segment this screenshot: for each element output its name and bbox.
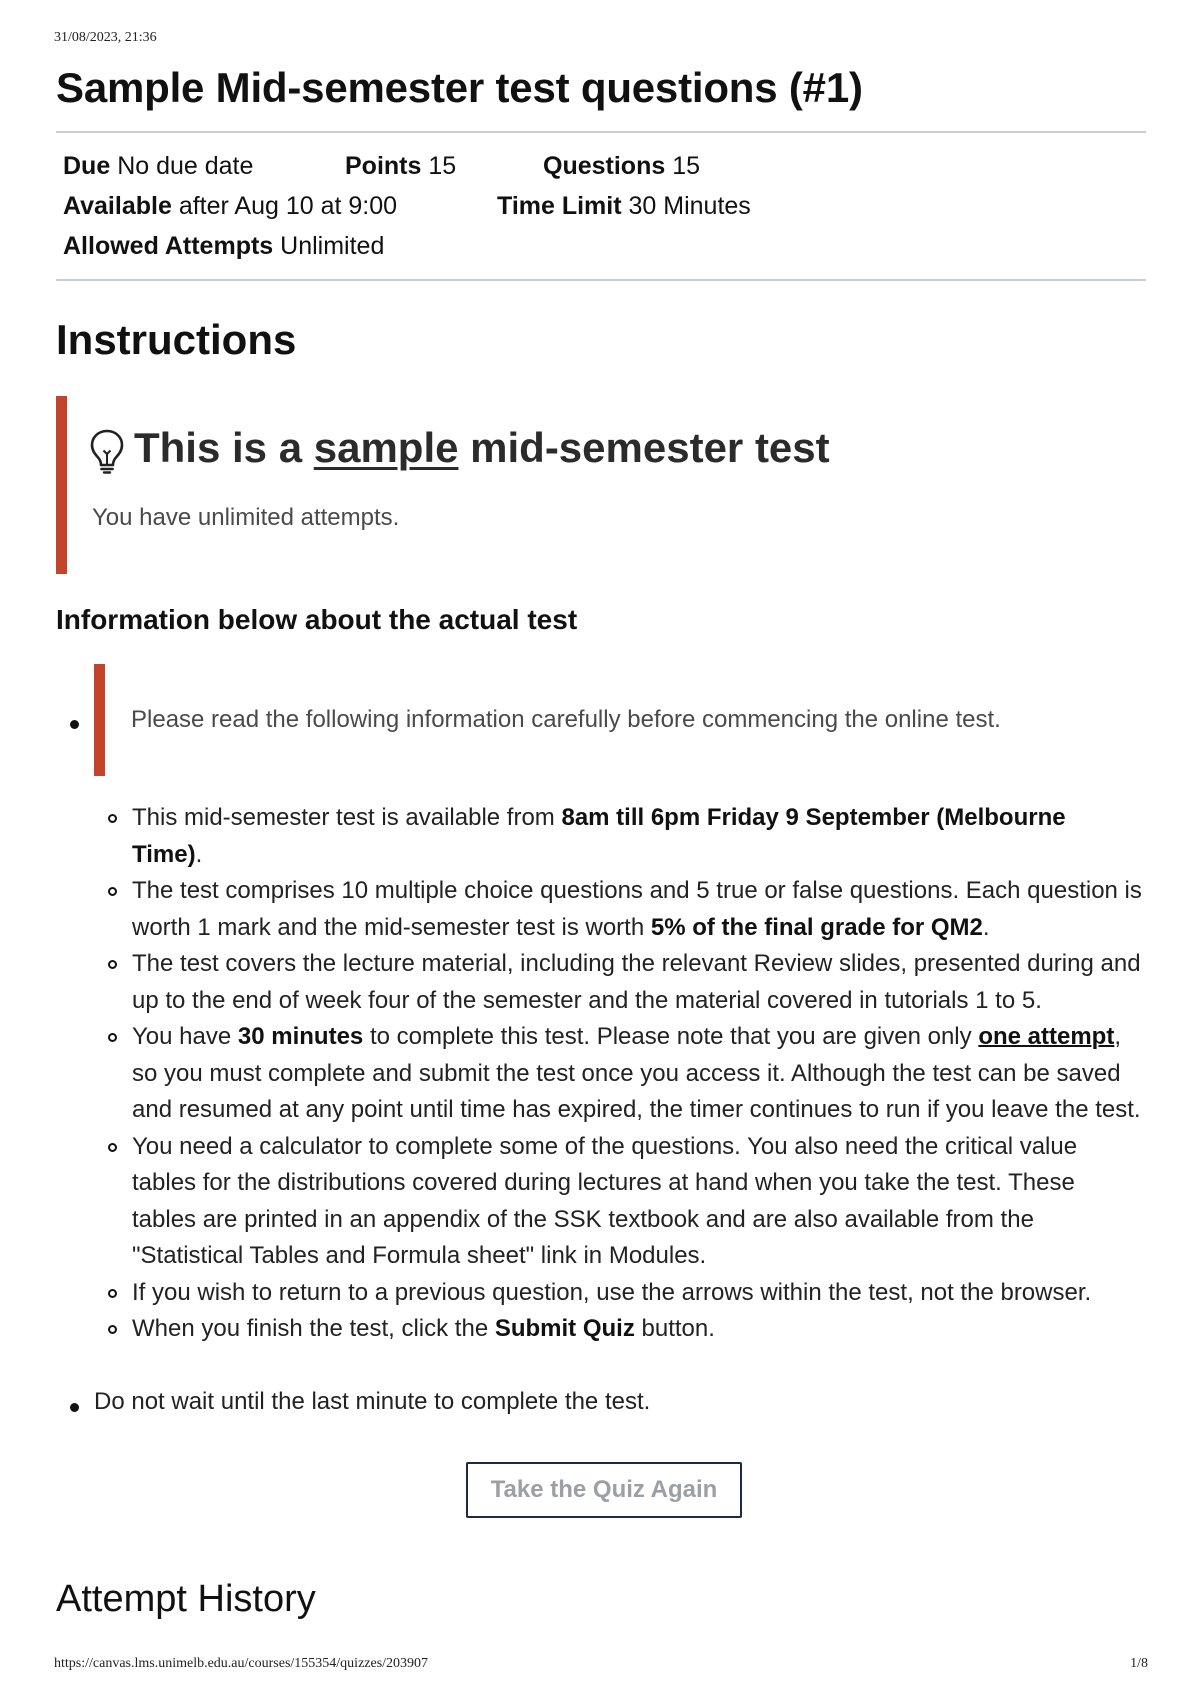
item-text: . <box>982 913 990 941</box>
points-detail <box>345 152 456 181</box>
callout-title <box>134 424 830 472</box>
item-text: The test comprises 10 multiple choice questions and 5 true or false questions. Each question is worth 1 mark and the mid-semester test is worth <box>132 877 1142 941</box>
print-footer-url: https://canvas.lms.unimelb.edu.au/courses/155354/quizzes/203907 <box>54 1656 429 1671</box>
item-text: , so you must complete and submit the test once you access it. Although the test can be saved and resumed at any point until time has expired, the timer continues to run if you leave the test. <box>132 1023 1141 1123</box>
attempts-value: Unlimited <box>280 232 385 260</box>
lightbulb-icon <box>88 428 126 474</box>
available-detail <box>63 192 397 221</box>
time-limit-value: 30 Minutes <box>628 192 751 220</box>
item-bold: 8am till 6pm Friday 9 September (Melbourne Time) <box>132 804 1066 868</box>
callout-title-emphasis: sample <box>313 424 459 471</box>
attempts-label: Allowed Attempts <box>63 232 274 260</box>
points-value: 15 <box>428 152 457 180</box>
item-text: This mid-semester test is available from <box>132 804 562 831</box>
item-text: You have <box>132 1023 238 1050</box>
time-limit-detail <box>497 192 751 221</box>
attempt-history-heading: Attempt History <box>56 1578 316 1620</box>
callout-text: You have unlimited attempts. <box>92 504 400 531</box>
instructions-heading: Instructions <box>56 316 297 363</box>
info-accent-bar <box>94 664 105 776</box>
take-quiz-again-button[interactable]: Take the Quiz Again <box>466 1462 742 1518</box>
bullet-dot <box>70 720 79 729</box>
callout-accent-bar <box>56 396 67 574</box>
details-divider <box>56 279 1146 281</box>
instructions-list <box>132 800 1142 1348</box>
attempts-detail <box>63 232 384 261</box>
list-item <box>132 1019 1142 1129</box>
callout-title-suffix: mid-semester test <box>458 424 830 471</box>
questions-value: 15 <box>672 152 701 180</box>
item-text: The test covers the lecture material, including the relevant Review slides, presented during and up to the end of week four of the semester and the material covered in tutorials 1 to 5. <box>132 950 1141 1014</box>
bullet-dot <box>70 1403 79 1412</box>
info-callout-text: Please read the following information carefully before commencing the online test. <box>131 706 1001 733</box>
item-bold: Submit Quiz <box>494 1315 635 1342</box>
list-item <box>132 1129 1142 1275</box>
header-divider <box>56 131 1146 133</box>
list-item <box>132 800 1142 873</box>
list-item <box>132 946 1142 1019</box>
item-bold: 5% of the final grade for QM2 <box>650 913 983 941</box>
info-heading: Information below about the actual test <box>56 604 578 635</box>
list-item <box>132 1275 1142 1312</box>
due-label: Due <box>63 152 111 180</box>
print-footer-page-number: 1/8 <box>1130 1656 1148 1671</box>
item-text: If you wish to return to a previous question, use the arrows within the test, not the browser. <box>132 1278 1092 1306</box>
item-text: When you finish the test, click the <box>132 1315 495 1342</box>
callout-title-prefix: This is a <box>134 424 314 471</box>
last-bullet-text: Do not wait until the last minute to complete the test. <box>94 1388 651 1415</box>
item-text: You need a calculator to complete some of the questions. You also need the critical value tables for the distributions covered during lectures at hand when you take the test. These tables are printed in an appendix of the SSK textbook and are also available from the "Statistical Tables and Formula sheet" link in Modules. <box>132 1132 1078 1269</box>
page-title: Sample Mid-semester test questions (#1) <box>56 64 863 111</box>
item-underline: one attempt <box>978 1023 1115 1050</box>
questions-label: Questions <box>543 152 666 180</box>
time-limit-label: Time Limit <box>497 192 622 220</box>
item-bold: 30 minutes <box>237 1023 364 1050</box>
due-value: No due date <box>117 152 254 180</box>
item-text: to complete this test. Please note that you are given only <box>363 1023 979 1050</box>
due-detail <box>63 152 253 181</box>
item-text: button. <box>634 1315 715 1342</box>
questions-detail <box>543 152 700 181</box>
available-label: Available <box>63 192 172 220</box>
list-item <box>132 1311 1142 1348</box>
points-label: Points <box>345 152 422 180</box>
list-item <box>132 873 1142 946</box>
available-value: after Aug 10 at 9:00 <box>178 192 398 220</box>
item-text: . <box>195 840 203 868</box>
print-header-datetime: 31/08/2023, 21:36 <box>54 30 157 45</box>
